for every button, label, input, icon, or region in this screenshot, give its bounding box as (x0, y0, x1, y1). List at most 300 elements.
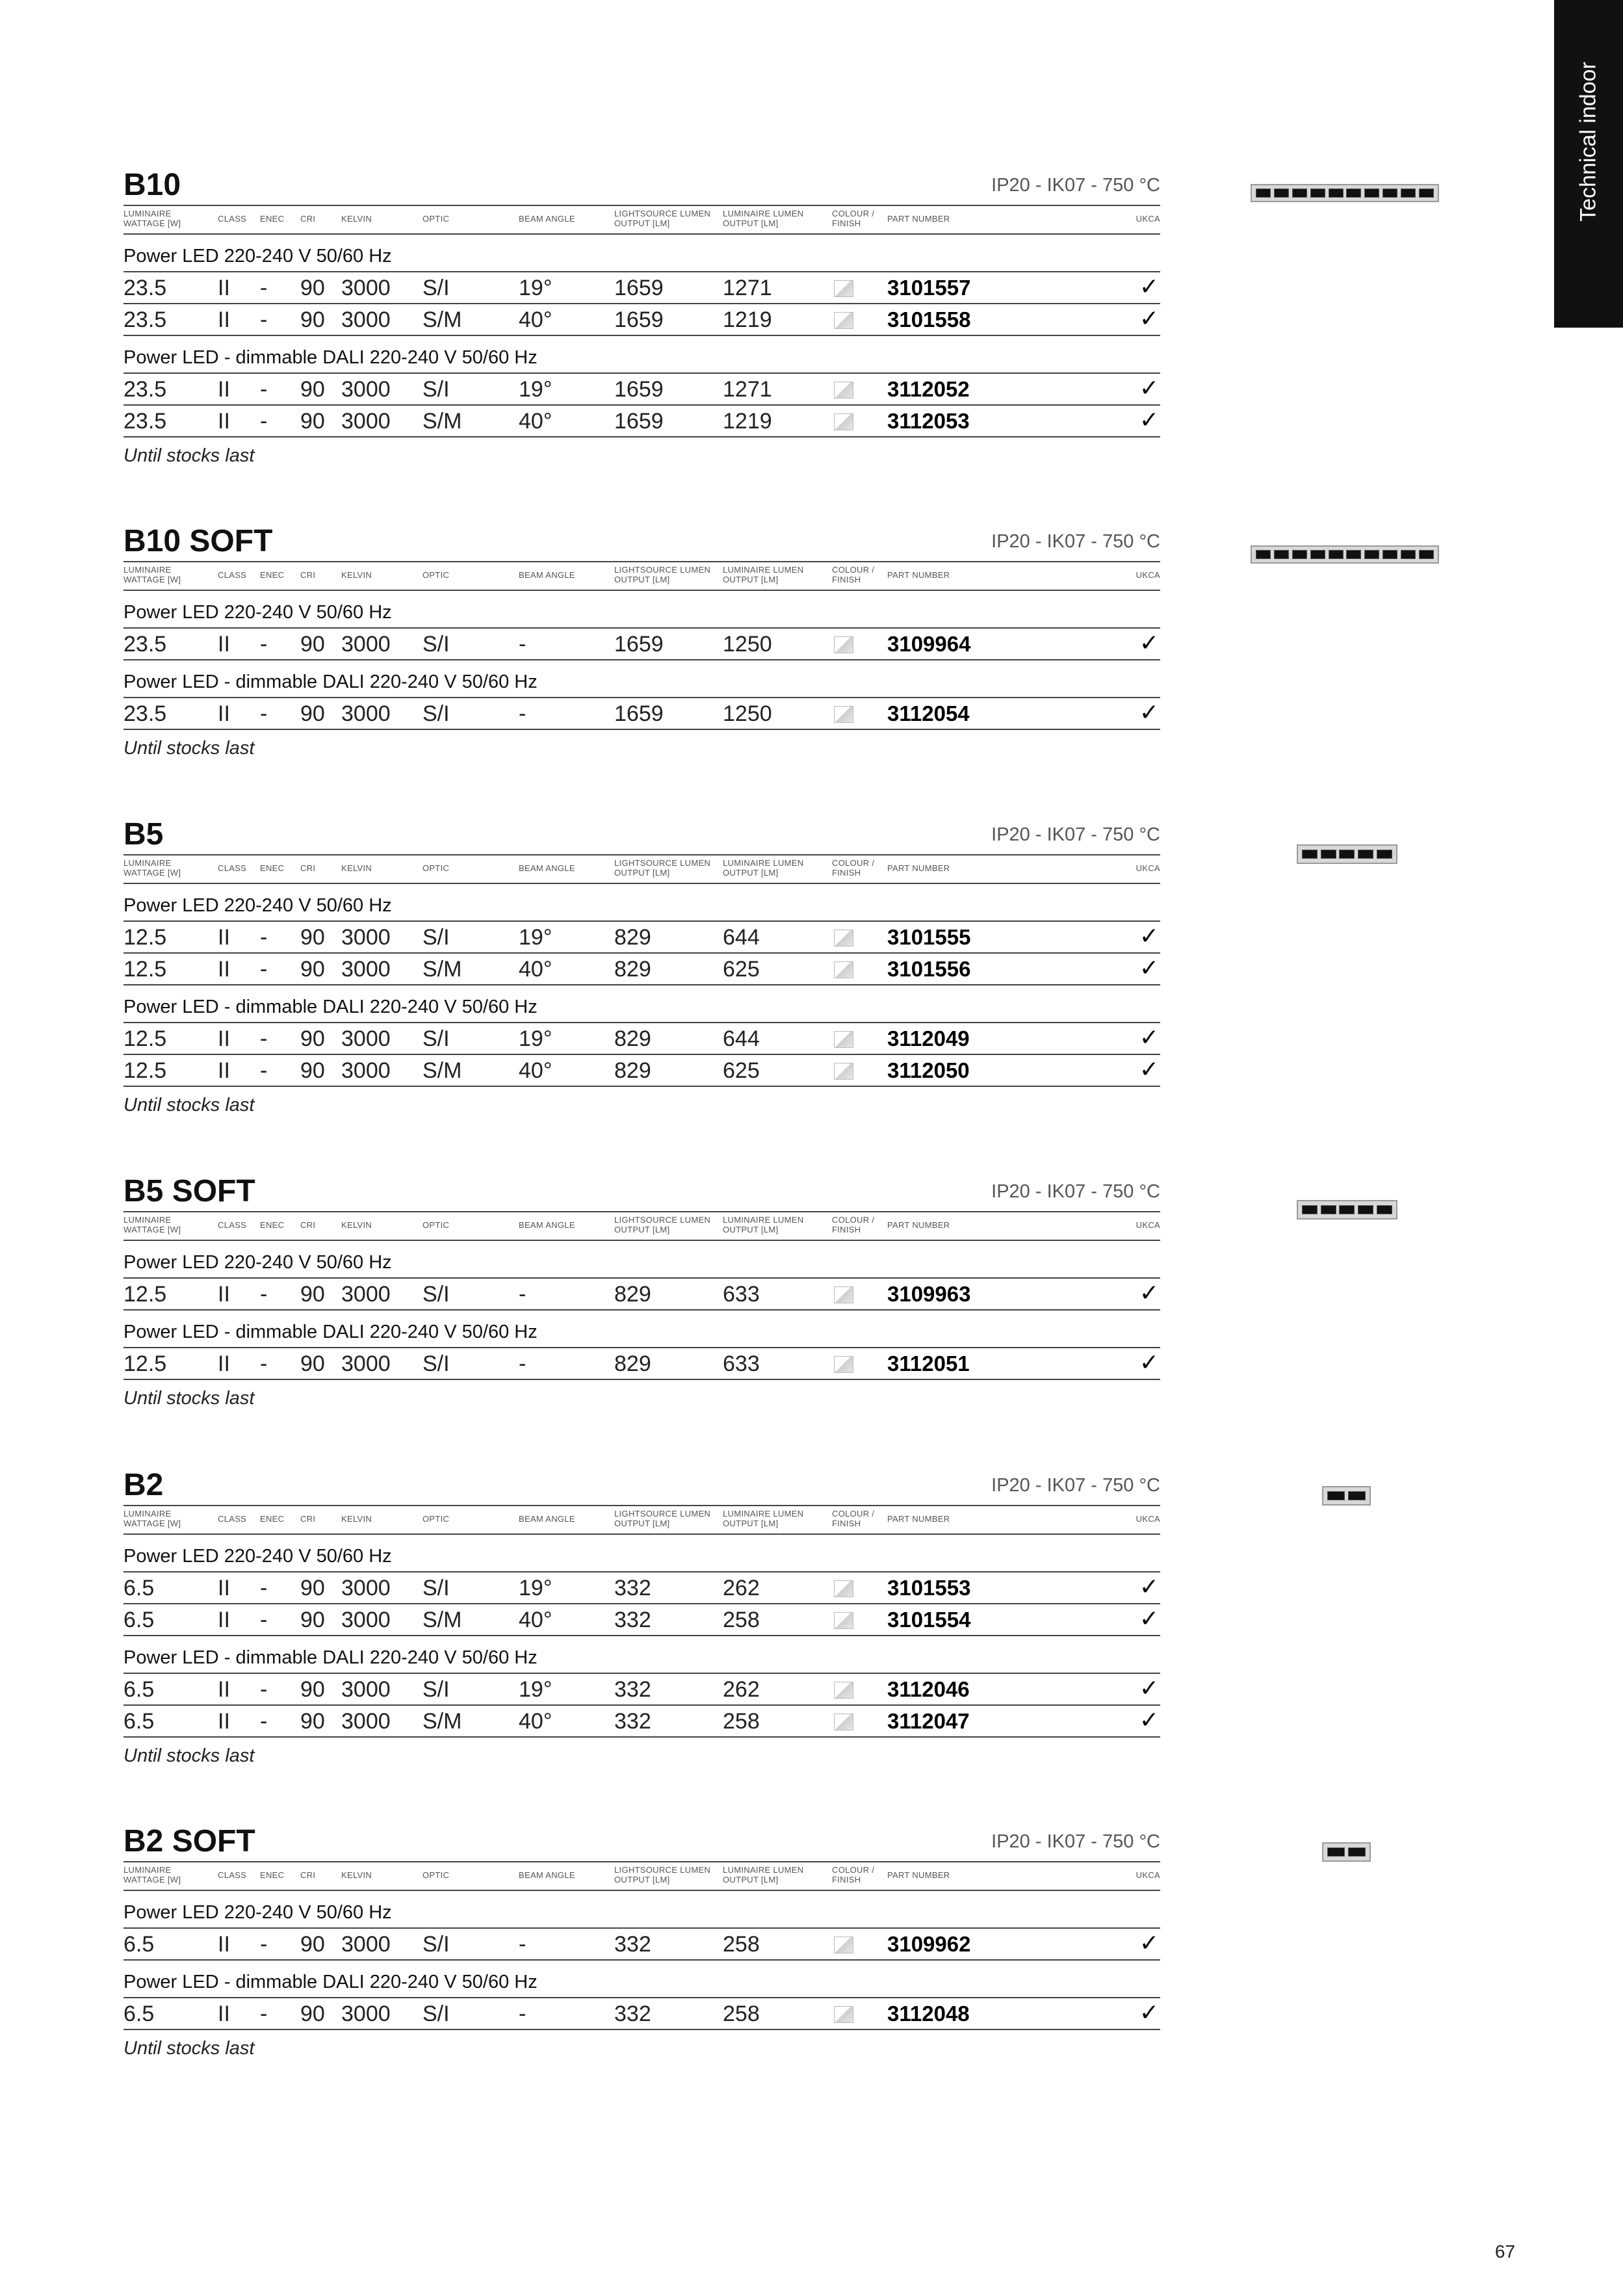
column-header-line: OUTPUT [LM] (614, 868, 670, 878)
led-cell (1401, 189, 1416, 198)
luminaire-product-image (1322, 1486, 1371, 1506)
column-header-row (123, 205, 1160, 235)
column-header-cri: CRI (300, 214, 316, 224)
column-header-line: LUMINAIRE LUMEN (723, 1865, 804, 1875)
cell-w: 12.5 (123, 1058, 167, 1083)
cell-beam: - (519, 1932, 526, 1957)
section-title: B10 SOFT (123, 524, 273, 558)
ukca-check-icon: ✓ (1139, 630, 1159, 657)
cell-w: 12.5 (123, 1026, 167, 1051)
cell-enec: - (260, 957, 268, 982)
column-header-line: OUTPUT [LM] (723, 1875, 779, 1885)
column-header-colour (832, 565, 874, 584)
led-cell (1321, 1205, 1336, 1214)
led-cell (1339, 1205, 1355, 1214)
cell-w: 23.5 (123, 409, 167, 434)
cell-lum: 262 (723, 1677, 760, 1702)
cell-k: 3000 (341, 632, 391, 657)
product-section (123, 815, 1160, 1116)
cell-optic: S/M (422, 957, 462, 982)
colour-finish-swatch (834, 312, 853, 329)
column-header-enec: ENEC (260, 1870, 285, 1880)
page-number: 67 (1495, 2241, 1516, 2262)
cell-cri: 90 (300, 2002, 325, 2026)
cell-cls: II (218, 377, 230, 402)
table-row (123, 1927, 1160, 1961)
cell-lum: 262 (723, 1576, 760, 1600)
section-title: B2 SOFT (123, 1824, 255, 1859)
column-header-ukca: UKCA (1136, 863, 1160, 873)
column-header-line: LIGHTSOURCE LUMEN (614, 565, 711, 575)
column-header-colour (832, 1215, 874, 1234)
led-cell (1274, 550, 1289, 559)
cell-cri: 90 (300, 701, 325, 726)
led-cell (1383, 189, 1397, 198)
cell-ls: 332 (614, 1709, 651, 1734)
colour-finish-swatch (834, 2006, 853, 2023)
table-row (123, 920, 1160, 954)
column-header-kelvin: KELVIN (341, 214, 372, 224)
section-title: B2 (123, 1468, 164, 1502)
cell-ls: 829 (614, 1351, 651, 1376)
table-row (123, 271, 1160, 304)
column-header-cri: CRI (300, 570, 316, 580)
led-cell (1327, 1847, 1345, 1857)
table-row (123, 1277, 1160, 1311)
cell-k: 3000 (341, 925, 391, 950)
cell-cri: 90 (300, 1026, 325, 1051)
cell-part: 3101555 (887, 925, 971, 949)
ukca-check-icon: ✓ (1139, 955, 1159, 982)
cell-beam: - (519, 2002, 526, 2026)
table-row (123, 1571, 1160, 1604)
cell-k: 3000 (341, 1351, 391, 1376)
cell-w: 6.5 (123, 1932, 155, 1957)
cell-k: 3000 (341, 1608, 391, 1632)
cell-beam: 40° (519, 1709, 552, 1734)
cell-ls: 332 (614, 1608, 651, 1632)
cell-cri: 90 (300, 1709, 325, 1734)
cell-lum: 258 (723, 1932, 760, 1957)
section-header (123, 166, 1160, 205)
column-header-line: OUTPUT [LM] (614, 1225, 670, 1234)
column-header-part: PART NUMBER (887, 863, 950, 873)
led-cell (1339, 850, 1355, 859)
column-header-ukca: UKCA (1136, 1220, 1160, 1230)
table-row (123, 1347, 1160, 1380)
cell-optic: S/M (422, 409, 462, 434)
cell-enec: - (260, 2002, 268, 2026)
cell-ls: 332 (614, 1576, 651, 1600)
column-header-line: LIGHTSOURCE LUMEN (614, 209, 711, 218)
cell-enec: - (260, 1282, 268, 1307)
cell-beam: 19° (519, 1576, 552, 1600)
cell-part: 3101553 (887, 1576, 971, 1600)
column-header-optic: OPTIC (422, 214, 450, 224)
cell-part: 3112053 (887, 409, 970, 433)
cell-beam: 19° (519, 1677, 552, 1702)
column-header-cri: CRI (300, 1514, 316, 1524)
column-header-line: OUTPUT [LM] (723, 575, 779, 584)
led-cell (1358, 850, 1373, 859)
column-header-line: FINISH (832, 1225, 861, 1234)
cell-beam: 19° (519, 276, 552, 300)
column-header-line: COLOUR / (832, 1215, 875, 1225)
cell-enec: - (260, 632, 268, 657)
column-header-optic: OPTIC (422, 863, 450, 873)
availability-note: Until stocks last (123, 1745, 255, 1766)
colour-finish-swatch (834, 1356, 853, 1373)
section-header (123, 1466, 1160, 1505)
cell-optic: S/I (422, 1576, 450, 1600)
column-header-wattage (123, 858, 181, 878)
cell-w: 6.5 (123, 1677, 155, 1702)
column-header-beam: BEAM ANGLE (519, 1870, 575, 1880)
protection-rating: IP20 - IK07 - 750 °C (991, 1475, 1160, 1496)
cell-optic: S/I (422, 1282, 450, 1307)
column-header-line: FINISH (832, 868, 861, 878)
column-header-cri: CRI (300, 1220, 316, 1230)
led-cell (1256, 189, 1271, 198)
column-header-cri: CRI (300, 1870, 316, 1880)
colour-finish-swatch (834, 1063, 853, 1080)
column-header-lum_lumen (723, 1865, 803, 1885)
cell-w: 6.5 (123, 1576, 155, 1600)
cell-enec: - (260, 1608, 268, 1632)
cell-cls: II (218, 307, 230, 332)
cell-ls: 1659 (614, 377, 664, 402)
cell-part: 3109964 (887, 632, 971, 656)
column-header-line: WATTAGE [W] (123, 218, 181, 228)
colour-finish-swatch (834, 382, 853, 398)
cell-cls: II (218, 925, 230, 950)
cell-cri: 90 (300, 409, 325, 434)
cell-lum: 1250 (723, 632, 772, 657)
cell-cls: II (218, 1026, 230, 1051)
column-header-enec: ENEC (260, 1514, 285, 1524)
cell-beam: 40° (519, 957, 552, 982)
cell-beam: 40° (519, 409, 552, 434)
cell-k: 3000 (341, 957, 391, 982)
column-header-part: PART NUMBER (887, 570, 950, 580)
led-cell (1310, 550, 1325, 559)
colour-finish-swatch (834, 930, 853, 946)
section-header (123, 1172, 1160, 1211)
led-cell (1292, 189, 1307, 198)
cell-k: 3000 (341, 377, 391, 402)
cell-lum: 1271 (723, 377, 772, 402)
column-header-kelvin: KELVIN (341, 570, 372, 580)
colour-finish-swatch (834, 1580, 853, 1597)
cell-optic: S/I (422, 1026, 450, 1051)
cell-lum: 258 (723, 2002, 760, 2026)
column-header-ls_lumen (614, 858, 710, 878)
luminaire-product-image (1297, 1200, 1397, 1220)
cell-beam: - (519, 701, 526, 726)
column-header-class: CLASS (218, 570, 247, 580)
cell-lum: 1250 (723, 701, 772, 726)
led-cell (1348, 1491, 1366, 1500)
cell-beam: - (519, 1351, 526, 1376)
column-header-line: LUMINAIRE LUMEN (723, 209, 804, 218)
ukca-check-icon: ✓ (1139, 1606, 1159, 1632)
cell-cri: 90 (300, 276, 325, 300)
led-cell (1321, 850, 1336, 859)
cell-k: 3000 (341, 1932, 391, 1957)
cell-enec: - (260, 276, 268, 300)
section-title: B5 (123, 817, 164, 852)
column-header-wattage (123, 209, 181, 228)
cell-lum: 644 (723, 925, 760, 950)
cell-w: 6.5 (123, 1709, 155, 1734)
column-header-lum_lumen (723, 565, 803, 584)
cell-w: 12.5 (123, 957, 167, 982)
cell-enec: - (260, 307, 268, 332)
cell-optic: S/I (422, 2002, 450, 2026)
cell-part: 3101557 (887, 276, 971, 300)
cell-k: 3000 (341, 1576, 391, 1600)
cell-part: 3112046 (887, 1677, 970, 1701)
column-header-line: LUMINAIRE (123, 565, 172, 575)
ukca-check-icon: ✓ (1139, 923, 1159, 950)
availability-note: Until stocks last (123, 1388, 255, 1409)
cell-w: 23.5 (123, 377, 167, 402)
column-header-line: LUMINAIRE LUMEN (723, 565, 804, 575)
section-title: B10 (123, 168, 181, 202)
ukca-check-icon: ✓ (1139, 274, 1159, 300)
cell-optic: S/M (422, 1608, 462, 1632)
cell-part: 3112054 (887, 701, 970, 725)
cell-cri: 90 (300, 925, 325, 950)
colour-finish-swatch (834, 1937, 853, 1953)
cell-cri: 90 (300, 1677, 325, 1702)
column-header-ukca: UKCA (1136, 570, 1160, 580)
cell-optic: S/M (422, 1709, 462, 1734)
cell-w: 12.5 (123, 1351, 167, 1376)
column-header-ukca: UKCA (1136, 214, 1160, 224)
colour-finish-swatch (834, 280, 853, 297)
table-row (123, 1603, 1160, 1636)
column-header-line: OUTPUT [LM] (614, 575, 670, 584)
cell-w: 23.5 (123, 276, 167, 300)
column-header-class: CLASS (218, 863, 247, 873)
column-header-cri: CRI (300, 863, 316, 873)
cell-cri: 90 (300, 957, 325, 982)
column-header-lum_lumen (723, 1509, 803, 1528)
luminaire-product-image (1251, 545, 1439, 564)
led-cell (1383, 550, 1397, 559)
cell-enec: - (260, 1709, 268, 1734)
cell-ls: 829 (614, 957, 651, 982)
column-header-line: LUMINAIRE LUMEN (723, 1215, 804, 1225)
cell-enec: - (260, 409, 268, 434)
table-row (123, 1054, 1160, 1087)
cell-lum: 633 (723, 1351, 760, 1376)
cell-w: 23.5 (123, 632, 167, 657)
column-header-line: LIGHTSOURCE LUMEN (614, 1215, 711, 1225)
cell-w: 12.5 (123, 925, 167, 950)
ukca-check-icon: ✓ (1139, 2000, 1159, 2026)
ukca-check-icon: ✓ (1139, 375, 1159, 402)
column-header-line: WATTAGE [W] (123, 1225, 181, 1234)
cell-lum: 644 (723, 1026, 760, 1051)
cell-cri: 90 (300, 1932, 325, 1957)
column-header-lum_lumen (723, 209, 803, 228)
ukca-check-icon: ✓ (1139, 1707, 1159, 1734)
cell-optic: S/I (422, 701, 450, 726)
power-supply-label: Power LED - dimmable DALI 220-240 V 50/60 Hz (123, 1647, 538, 1668)
cell-part: 3112052 (887, 377, 970, 401)
column-header-class: CLASS (218, 1870, 247, 1880)
ukca-check-icon: ✓ (1139, 1024, 1159, 1051)
table-row (123, 1022, 1160, 1055)
side-tab-label: Technical indoor (1576, 62, 1601, 222)
led-cell (1329, 550, 1344, 559)
cell-cri: 90 (300, 1608, 325, 1632)
column-header-kelvin: KELVIN (341, 1870, 372, 1880)
cell-cls: II (218, 701, 230, 726)
led-cell (1310, 189, 1325, 198)
cell-cls: II (218, 957, 230, 982)
cell-beam: 40° (519, 307, 552, 332)
product-section (123, 1822, 1160, 2059)
led-cell (1358, 1205, 1373, 1214)
column-header-line: FINISH (832, 218, 861, 228)
cell-lum: 1219 (723, 307, 772, 332)
cell-optic: S/I (422, 632, 450, 657)
colour-finish-swatch (834, 1286, 853, 1303)
power-supply-label: Power LED - dimmable DALI 220-240 V 50/60 Hz (123, 672, 538, 692)
column-header-ukca: UKCA (1136, 1870, 1160, 1880)
ukca-check-icon: ✓ (1139, 306, 1159, 332)
cell-beam: 19° (519, 925, 552, 950)
cell-cls: II (218, 1282, 230, 1307)
cell-part: 3112051 (887, 1351, 970, 1376)
column-header-colour (832, 1509, 874, 1528)
led-cell (1419, 189, 1434, 198)
cell-w: 23.5 (123, 307, 167, 332)
column-header-beam: BEAM ANGLE (519, 570, 575, 580)
availability-note: Until stocks last (123, 1095, 255, 1115)
led-cell (1401, 550, 1416, 559)
cell-enec: - (260, 1576, 268, 1600)
cell-enec: - (260, 1677, 268, 1702)
column-header-wattage (123, 1215, 181, 1234)
column-header-line: LUMINAIRE (123, 858, 172, 868)
power-supply-label: Power LED 220-240 V 50/60 Hz (123, 246, 392, 267)
column-header-row (123, 561, 1160, 591)
cell-k: 3000 (341, 1026, 391, 1051)
cell-beam: - (519, 632, 526, 657)
cell-optic: S/M (422, 307, 462, 332)
cell-enec: - (260, 1351, 268, 1376)
column-header-ls_lumen (614, 1865, 710, 1885)
cell-w: 23.5 (123, 701, 167, 726)
column-header-ukca: UKCA (1136, 1514, 1160, 1524)
column-header-wattage (123, 565, 181, 584)
column-header-colour (832, 209, 874, 228)
cell-enec: - (260, 925, 268, 950)
colour-finish-swatch (834, 961, 853, 978)
protection-rating: IP20 - IK07 - 750 °C (991, 824, 1160, 845)
led-cell (1377, 850, 1392, 859)
cell-part: 3101556 (887, 957, 971, 981)
cell-cls: II (218, 1576, 230, 1600)
cell-ls: 1659 (614, 701, 664, 726)
table-row (123, 303, 1160, 336)
power-supply-label: Power LED 220-240 V 50/60 Hz (123, 1252, 392, 1273)
cell-optic: S/I (422, 377, 450, 402)
column-header-line: COLOUR / (832, 209, 875, 218)
led-cell (1302, 850, 1318, 859)
cell-ls: 332 (614, 1932, 651, 1957)
column-header-part: PART NUMBER (887, 214, 950, 224)
ukca-check-icon: ✓ (1139, 1056, 1159, 1083)
led-cell (1346, 189, 1361, 198)
led-cell (1364, 189, 1379, 198)
led-cell (1329, 189, 1344, 198)
column-header-line: WATTAGE [W] (123, 575, 181, 584)
cell-part: 3101554 (887, 1608, 971, 1632)
column-header-line: LIGHTSOURCE LUMEN (614, 858, 711, 868)
column-header-beam: BEAM ANGLE (519, 863, 575, 873)
column-header-line: OUTPUT [LM] (723, 1225, 779, 1234)
cell-cls: II (218, 1677, 230, 1702)
led-cell (1327, 1491, 1345, 1500)
colour-finish-swatch (834, 1031, 853, 1048)
column-header-optic: OPTIC (422, 1220, 450, 1230)
cell-cls: II (218, 1932, 230, 1957)
column-header-line: LUMINAIRE LUMEN (723, 1509, 804, 1519)
column-header-line: COLOUR / (832, 1509, 875, 1519)
cell-k: 3000 (341, 307, 391, 332)
column-header-beam: BEAM ANGLE (519, 1514, 575, 1524)
availability-note: Until stocks last (123, 738, 255, 759)
led-cell (1346, 550, 1361, 559)
column-header-ls_lumen (614, 209, 710, 228)
column-header-colour (832, 858, 874, 878)
power-supply-label: Power LED - dimmable DALI 220-240 V 50/60 Hz (123, 1322, 538, 1342)
column-header-kelvin: KELVIN (341, 1514, 372, 1524)
luminaire-product-image (1322, 1842, 1371, 1862)
column-header-line: OUTPUT [LM] (723, 1519, 779, 1528)
cell-part: 3101558 (887, 307, 971, 332)
section-title: B5 SOFT (123, 1174, 255, 1208)
column-header-wattage (123, 1509, 181, 1528)
cell-enec: - (260, 1932, 268, 1957)
column-header-enec: ENEC (260, 570, 285, 580)
cell-part: 3112048 (887, 2002, 970, 2026)
colour-finish-swatch (834, 636, 853, 653)
column-header-line: FINISH (832, 1875, 861, 1885)
column-header-lum_lumen (723, 858, 803, 878)
power-supply-label: Power LED 220-240 V 50/60 Hz (123, 602, 392, 623)
ukca-check-icon: ✓ (1139, 1675, 1159, 1702)
power-supply-label: Power LED 220-240 V 50/60 Hz (123, 895, 392, 916)
column-header-optic: OPTIC (422, 1514, 450, 1524)
table-row (123, 952, 1160, 985)
cell-ls: 829 (614, 925, 651, 950)
cell-lum: 1219 (723, 409, 772, 434)
protection-rating: IP20 - IK07 - 750 °C (991, 175, 1160, 196)
column-header-colour (832, 1865, 874, 1885)
power-supply-label: Power LED 220-240 V 50/60 Hz (123, 1546, 392, 1567)
product-section (123, 166, 1160, 467)
column-header-line: FINISH (832, 1519, 861, 1528)
column-header-line: WATTAGE [W] (123, 1519, 181, 1528)
availability-note: Until stocks last (123, 445, 255, 466)
cell-beam: - (519, 1282, 526, 1307)
